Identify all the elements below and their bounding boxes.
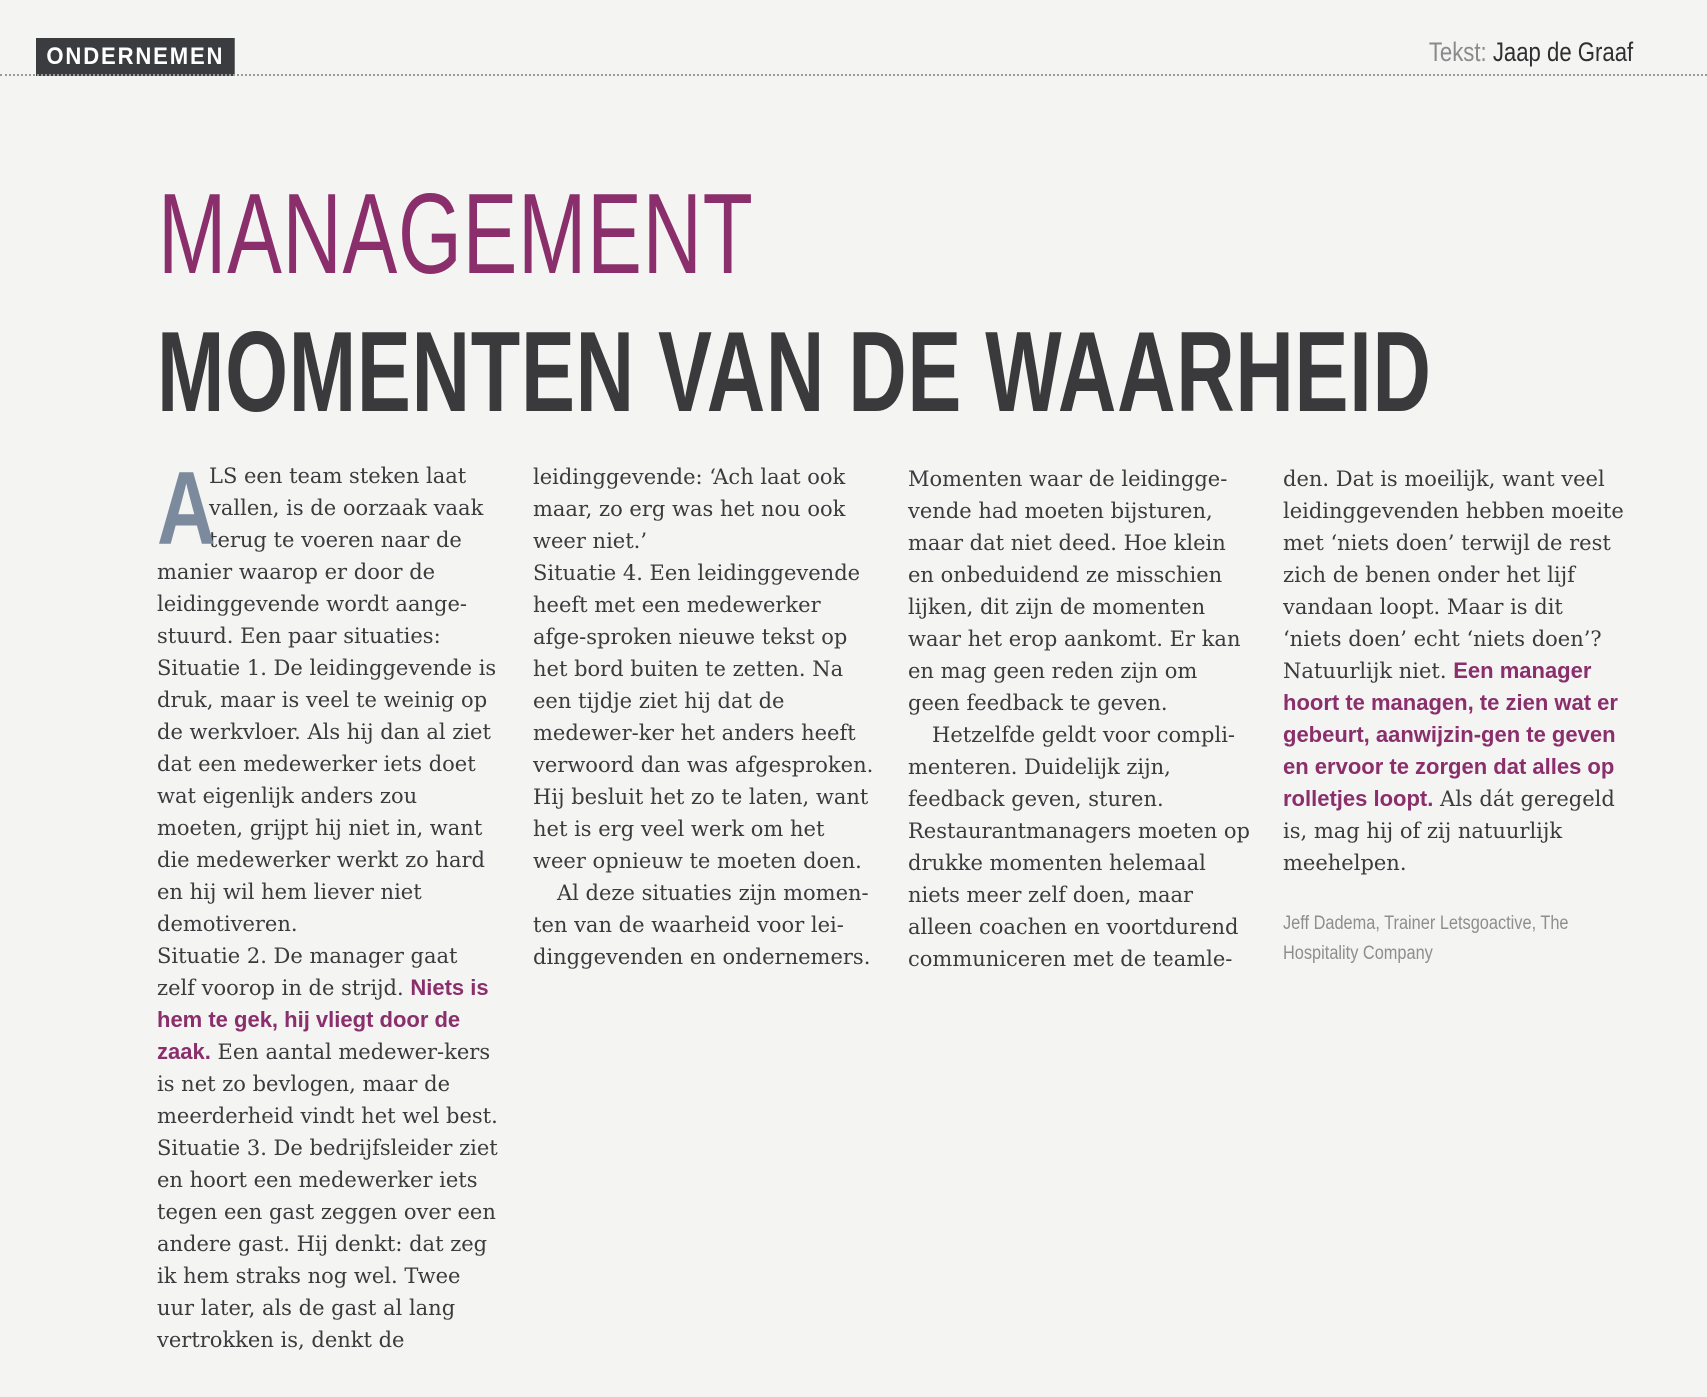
article-headline: MOMENTEN VAN DE WAARHEID [157,309,1432,436]
header-divider [0,74,1707,76]
paragraph [157,940,502,1132]
article-column-1 [157,451,502,1356]
paragraph-text: Situatie 2. De manager gaat zelf voorop in de strijd. [157,944,458,1000]
article-kicker: MANAGEMENT [158,171,754,298]
paragraph-text: Als dát geregeld is, mag hij of zij natuurlijk meehelpen. [1283,787,1615,875]
author-credit [1283,909,1627,969]
credit-line: Jeff Dadema, Trainer Letsgoactive, The [1283,913,1569,934]
paragraph-text: LS een team steken laat vallen, is de oorzaak vaak terug te voeren naar de manier waarop er door de leidinggevende wordt aange-stuurd. Een paar situaties: [157,464,484,648]
paragraph [157,451,502,652]
paragraph [1283,463,1628,879]
credit-line: Hospitality Company [1283,943,1433,964]
paragraph: Situatie 1. De leidinggevende is druk, maar is veel te weinig op de werkvloer. Als hij dan al ziet dat een medewerker iets doet wat eigenlijk anders zou moeten, grijpt hij niet in, want die medewerker werkt zo hard en hij wil hem liever niet demotiveren. [157,656,497,936]
article-column-2 [533,461,878,973]
paragraph: Hetzelfde geldt voor compli-menteren. Duidelijk zijn, feedback geven, sturen. Restaurantmanagers moeten op drukke momenten helemaal niets meer zelf doen, maar alleen coachen en voortdurend communiceren met de teamle- [908,723,1250,971]
highlight-quote: Niets is hem te gek, hij vliegt door de zaak. [157,975,489,1064]
paragraph: Situatie 4. Een leidinggevende heeft met een medewerker afge-sproken nieuwe tekst op het bord buiten te zetten. Na een tijdje ziet hij dat de medewer-ker het anders heeft verwoord dan was afgesproken. Hij besluit het zo te laten, want het is erg veel werk om het weer opnieuw te moeten doen. [533,561,874,873]
byline-label: Tekst: [1428,37,1487,67]
byline [1429,37,1633,68]
drop-cap: A [157,451,216,567]
paragraph: leidinggevende: ‘Ach laat ook maar, zo erg was het nou ook weer niet.’ [533,465,846,553]
paragraph: Momenten waar de leidingge-vende had moeten bijsturen, maar dat niet deed. Hoe klein en onbeduidend ze misschien lijken, dit zijn de momenten waar het erop aankomt. Er kan en mag geen reden zijn om geen feedback te geven. [908,467,1241,715]
article-column-4 [1283,463,1628,969]
paragraph-text: Een aantal medewer-kers is net zo bevlogen, maar de meerderheid vindt het wel best. [157,1040,498,1128]
paragraph: Al deze situaties zijn momen-ten van de waarheid voor lei-dinggevenden en ondernemers. [533,881,871,969]
section-tag: ONDERNEMEN [36,38,235,76]
paragraph: Situatie 3. De bedrijfsleider ziet en hoort een medewerker iets tegen een gast zeggen over een andere gast. Hij denkt: dat zeg ik hem straks nog wel. Twee uur later, als de gast al lang vertrokken is, denkt de [157,1136,498,1352]
article-column-3 [908,463,1253,975]
byline-author: Jaap de Graaf [1492,37,1633,67]
highlight-quote: Een manager hoort te managen, te zien wat er gebeurt, aanwijzin-gen te geven en ervoor te zorgen dat alles op rolletjes loopt. [1283,658,1618,811]
paragraph-text: den. Dat is moeilijk, want veel leidinggevenden hebben moeite met ‘niets doen’ terwijl de rest zich de benen onder het lijf vandaan loopt. Maar is dit ‘niets doen’ echt ‘niets doen’? Natuurlijk niet. [1283,467,1624,683]
